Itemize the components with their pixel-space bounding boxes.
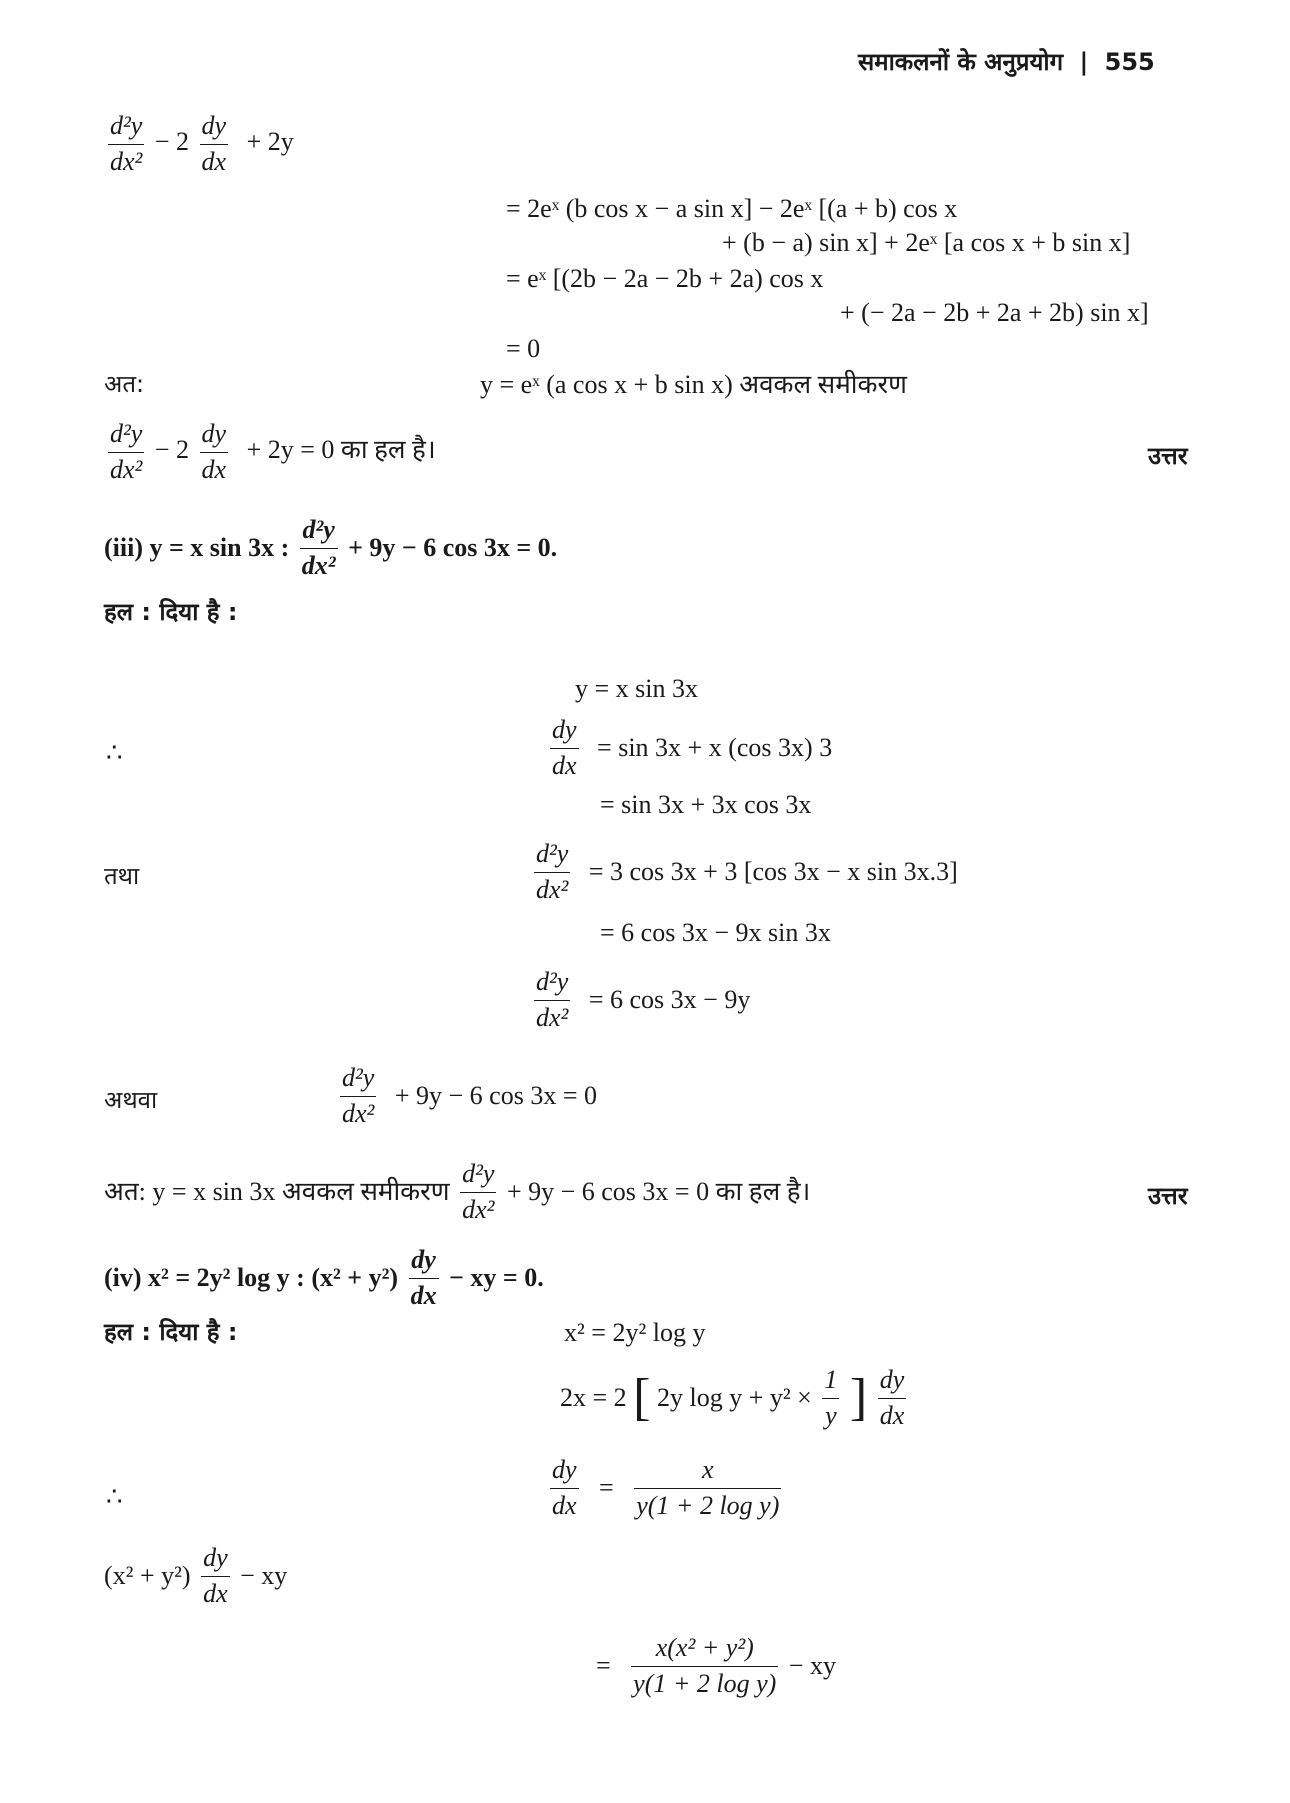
right-bracket: ]: [849, 1369, 868, 1427]
part4-eq5: = $\frac{\text{x(x² + y²)}}{\text{y(1 + 2 log y)}}$ − xy: [596, 1633, 837, 1698]
ata-equation: y = eˣ (a cos x + b sin x) अवकल समीकरण: [480, 370, 907, 399]
fraction-dy-dx: $\frac{dy}{dx}$: [410, 1245, 437, 1310]
block1-line2: + (b − a) sin x] + 2eˣ [a cos x + b sin x]: [722, 228, 1131, 257]
page-number: 555: [1104, 48, 1155, 76]
block1-line1: = 2eˣ (b cos x − a sin x] − 2eˣ [(a + b) cos x: [506, 194, 958, 223]
fraction-dy-dx: $\frac{dy}{dx}$: [879, 1365, 905, 1430]
therefore-1: ∴: [106, 738, 123, 767]
tail: + 2y: [246, 127, 294, 157]
part3-eq2: $\frac{dy}{dx}$ = sin 3x + x (cos 3x) 3: [552, 715, 833, 780]
fraction-d2y-dx2: $\frac{\text{d²y}}{\text{dx²}}$: [342, 1063, 375, 1128]
page-header: [858, 50, 1155, 74]
part4-eq2: 2x = 2 [ 2y log y + y² × $\frac{1}{y}$ ] $\frac{dy}{dx}$: [560, 1365, 905, 1430]
fraction-dy-dx: $\frac{dy}{dx}$: [552, 1455, 577, 1520]
therefore-2: ∴: [106, 1482, 123, 1511]
fraction-dy-dx: $\frac{dy}{dx}$: [201, 419, 227, 484]
part4-eq3: $\frac{dy}{dx}$ = $\frac{x}{\text{y(1 + 2 log y)}}$: [552, 1455, 780, 1520]
part4-heading: (iv) x² = 2y² log y : (x² + y²) $\frac{dy}{dx}$ − xy = 0.: [104, 1245, 544, 1310]
fraction-d2y-dx2: $\frac{\text{d²y}}{\text{dx²}}$: [462, 1159, 495, 1224]
part4-hal: हल : दिया है :: [104, 1318, 238, 1346]
part3-eq4: $\frac{\text{d²y}}{\text{dx²}}$ = 3 cos 3x + 3 [cos 3x − x sin 3x.3]: [536, 839, 958, 904]
coeff: − 2: [154, 127, 190, 157]
fraction-x-over-expr: $\frac{x}{\text{y(1 + 2 log y)}}$: [636, 1455, 780, 1520]
part4-eq1: x² = 2y² log y: [564, 1318, 706, 1347]
tatha-label: तथा: [104, 862, 140, 890]
chapter-title: समाकलनों के अनुप्रयोग: [858, 48, 1064, 76]
block1-line4: + (− 2a − 2b + 2a + 2b) sin x]: [840, 298, 1149, 327]
fraction-final: $\frac{\text{x(x² + y²)}}{\text{y(1 + 2 log y)}}$: [633, 1633, 777, 1698]
part3-hal: हल : दिया है :: [104, 598, 238, 626]
left-bracket: [: [633, 1369, 651, 1427]
answer-label-2: उत्तर: [1148, 1182, 1188, 1210]
header-separator: |: [1079, 48, 1089, 76]
tail: + 2y = 0 का हल है।: [246, 435, 436, 465]
block1-lhs: [104, 112, 294, 176]
part3-conclusion: अत: y = x sin 3x अवकल समीकरण $\frac{\text{d²y}}{\text{dx²}}$ + 9y − 6 cos 3x = 0 का हल है।: [104, 1159, 811, 1224]
fraction-dy-dx: $\frac{dy}{dx}$: [203, 1543, 228, 1608]
athva-label: अथवा: [104, 1086, 158, 1114]
block1-line5: = 0: [506, 334, 541, 363]
part3-heading: (iii) y = x sin 3x : $\frac{\text{d²y}}{\text{dx²}}$ + 9y − 6 cos 3x = 0.: [104, 515, 558, 580]
fraction-d2y-dx2: $\frac{\text{d²y}}{\text{dx²}}$: [536, 839, 569, 904]
part3-eq1: y = x sin 3x: [575, 674, 699, 703]
part3-eq5: = 6 cos 3x − 9x sin 3x: [600, 918, 831, 947]
part3-eq7: $\frac{\text{d²y}}{\text{dx²}}$ + 9y − 6 cos 3x = 0: [342, 1063, 597, 1128]
part4-eq4: (x² + y²) $\frac{dy}{dx}$ − xy: [104, 1543, 288, 1608]
block1-line3: = eˣ [(2b − 2a − 2b + 2a) cos x: [506, 264, 824, 293]
fraction-dy-dx: $\frac{dy}{dx}$: [552, 715, 577, 780]
block1-conclusion: [104, 420, 436, 484]
coeff: − 2: [154, 435, 190, 465]
fraction-d2y-dx2: $\frac{\text{d²y}}{\text{dx²}}$: [110, 419, 143, 484]
ata-label: अत:: [104, 370, 145, 398]
fraction-d2y-dx2: $\frac{\text{d²y}}{\text{dx²}}$: [110, 111, 143, 176]
fraction-d2y-dx2: $\frac{\text{d²y}}{\text{dx²}}$: [536, 967, 569, 1032]
part3-eq3: = sin 3x + 3x cos 3x: [600, 790, 812, 819]
fraction-dy-dx: $\frac{dy}{dx}$: [201, 111, 227, 176]
answer-label-1: उत्तर: [1148, 442, 1188, 470]
fraction-one-over-y: $\frac{1}{y}$: [824, 1365, 838, 1430]
fraction-d2y-dx2: $\frac{\text{d²y}}{\text{dx²}}$: [301, 515, 336, 580]
part3-eq6: $\frac{\text{d²y}}{\text{dx²}}$ = 6 cos 3x − 9y: [536, 967, 751, 1032]
